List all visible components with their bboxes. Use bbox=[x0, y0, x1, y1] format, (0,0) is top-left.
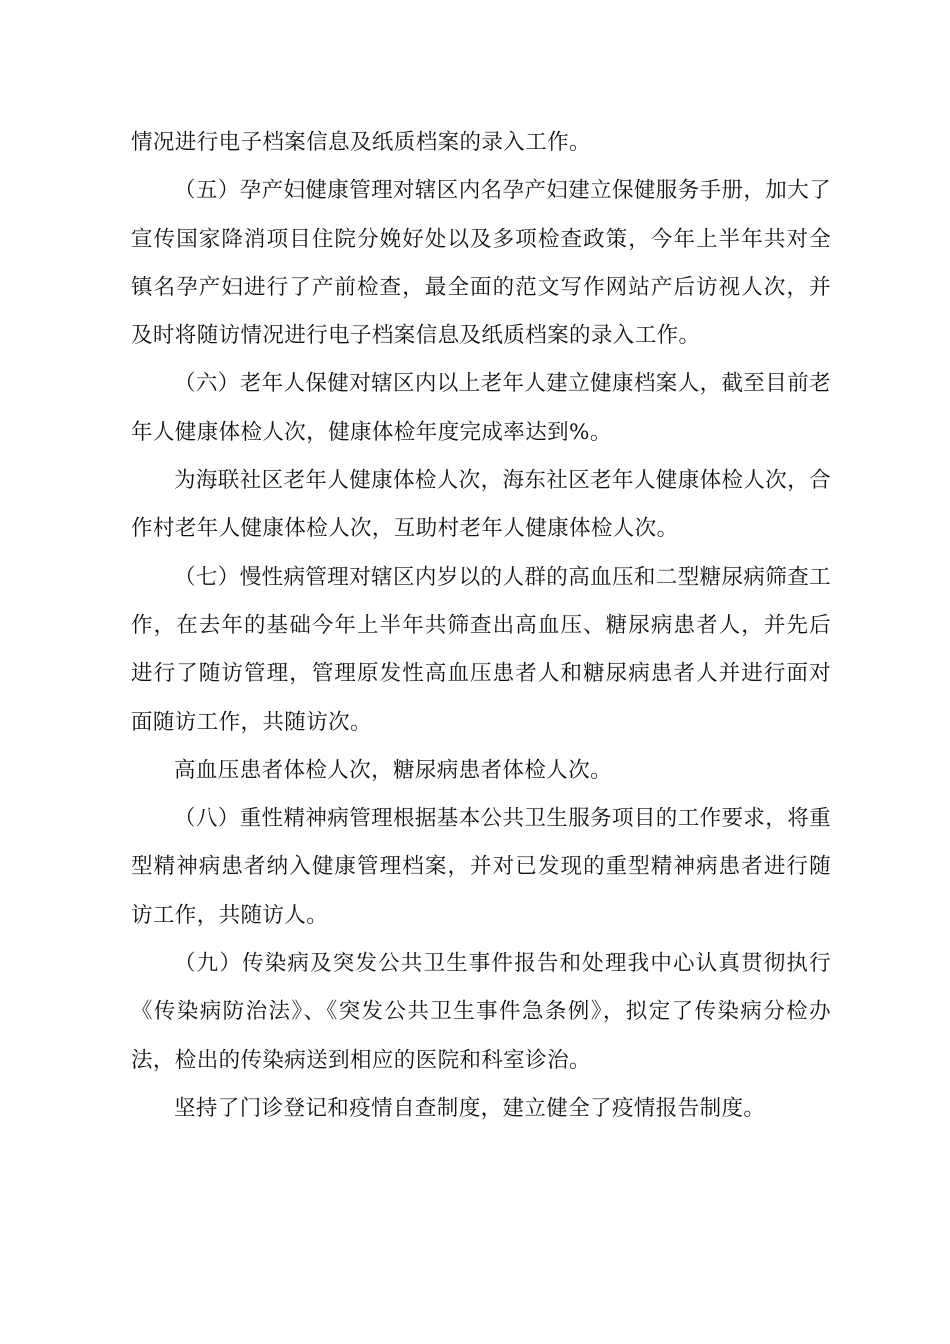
paragraph-9: 坚持了门诊登记和疫情自查制度，建立健全了疫情报告制度。 bbox=[174, 1095, 766, 1121]
paragraph-1: 情况进行电子档案信息及纸质档案的录入工作。 bbox=[131, 130, 591, 155]
paragraph-6: 高血压患者体检人次，糖尿病患者体检人次。 bbox=[174, 757, 613, 783]
paragraph-4: 为海联社区老年人健康体检人次，海东社区老年人健康体检人次，合作村老年人健康体检人次，互助村老年人健康体检人次。 bbox=[131, 468, 832, 542]
paragraph-7: （八）重性精神病管理根据基本公共卫生服务项目的工作要求，将重型精神病患者纳入健康管理档案，并对已发现的重型精神病患者进行随访工作，共随访人。 bbox=[131, 806, 832, 928]
paragraph-8: （九）传染病及突发公共卫生事件报告和处理我中心认真贯彻执行《传染病防治法》、《突发公共卫生事件急条例》，拟定了传染病分检办法，检出的传染病送到相应的医院和科室诊治。 bbox=[131, 951, 831, 1073]
document-body bbox=[131, 119, 831, 1133]
paragraph-3: （六）老年人保健对辖区内以上老年人建立健康档案人，截至目前老年人健康体检人次，健康体检年度完成率达到%。 bbox=[131, 371, 832, 445]
paragraph-5: （七）慢性病管理对辖区内岁以的人群的高血压和二型糖尿病筛查工作，在去年的基础今年上半年共筛查出高血压、糖尿病患者人，并先后进行了随访管理，管理原发性高血压患者人和糖尿病患者人并进行面对面随访工作，共随访次。 bbox=[131, 564, 832, 735]
paragraph-2: （五）孕产妇健康管理对辖区内名孕产妇建立保健服务手册，加大了宣传国家降消项目住院分娩好处以及多项检查政策，今年上半年共对全镇名孕产妇进行了产前检查，最全面的范文写作网站产后访视人次，并及时将随访情况进行电子档案信息及纸质档案的录入工作。 bbox=[131, 178, 832, 349]
